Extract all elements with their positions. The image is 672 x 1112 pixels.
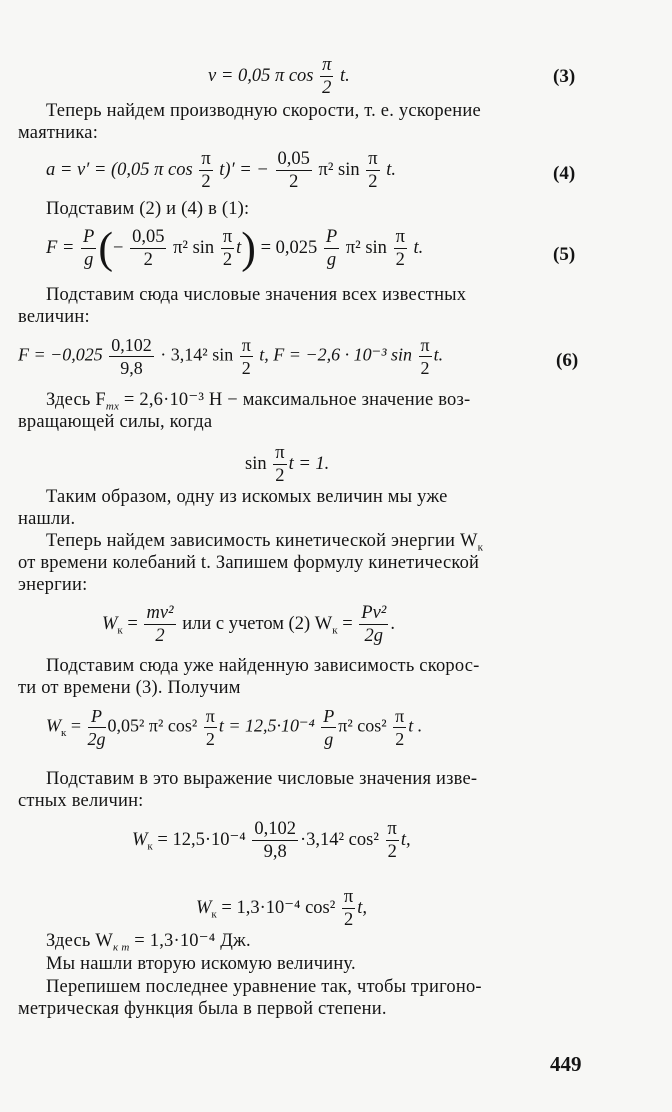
paragraph-line: от времени колебаний t. Запишем формулу кинетической [18,553,480,573]
equation-5: F = $\frac{P}{g}$ (− $\frac{0,05}{2}$ π² sin $\frac{\pi}{2}$ t) = 0,025 $\frac{P}{g}$ π² sin $\frac{\pi}{2}$ t. [46,223,424,273]
eq3-lhs: v = 0,05 π cos [208,65,314,86]
equation-4: a = v′ = (0,05 π cos $\frac{\pi}{2}$ t)′ = − $\frac{0,05}{2}$ π² sin $\frac{\pi}{2}$ t. [46,149,396,192]
paragraph-line: Подставим в это выражение числовые значения изве- [46,769,478,789]
paragraph-line: ти от времени (3). Получим [18,678,241,698]
paragraph-line: Подставим сюда уже найденную зависимость скорос- [46,656,480,676]
paragraph-line: нашли. [18,509,76,529]
paragraph-line: вращающей силы, когда [18,412,213,432]
equation-6: F = −0,025 $\frac{0,102}{9,8}$ · 3,14² sin $\frac{\pi}{2}$ t, F = −2,6 · 10⁻³ sin $\frac{\pi}{2}$ t. [18,335,444,378]
paragraph-line: Подставим (2) и (4) в (1): [46,199,250,219]
equation-sin-condition: sin $\frac{\pi}{2}$ t = 1. [245,443,330,486]
equation-numeric-substitution: $W_к = 12,5\cdot 10^{-4}$ $\frac{0,102}{9,8}$ ·3,14² cos² $\frac{\pi}{2}$ t, [132,819,411,862]
paragraph-line: Теперь найдем зависимость кинетической энергии $W_к$ [46,531,484,554]
paragraph-line: величин: [18,307,90,327]
paragraph-line: стных величин: [18,791,144,811]
paragraph-line: Здесь $W_{к m} = 1,3\cdot 10^{-4}$ Дж. [46,931,251,954]
eq3-fraction: $\frac{\pi}{2}$ [322,55,332,98]
page-number: 449 [550,1052,582,1076]
equation-3 [208,54,350,99]
paragraph-line: метрическая функция была в первой степени. [18,999,387,1019]
equation-kinetic-energy: $W_к$ = $\frac{\text{mv²}}{2}$ или с учетом (2) $W_к$ = $\frac{\text{Pv²}}{2g}$ . [102,603,395,646]
equation-number-4: (4) [553,163,576,184]
equation-number-5: (5) [553,244,576,265]
equation-final-kinetic: $W_к = 1,3\cdot 10^{-4}$ cos² $\frac{\pi}{2}$ t, [196,887,368,930]
equation-number-3: (3) [553,66,576,87]
eq3-rhs: t. [340,65,350,86]
paragraph-line: Перепишем последнее уравнение так, чтобы тригоно- [46,977,482,997]
equation-kinetic-energy-expanded: $W_к$ = $\frac{P}{2g}$ 0,05² π² cos² $\frac{\pi}{2}$ t = 12,5·10⁻⁴ $\frac{P}{g}$ π² cos² $\frac{\pi}{2}$ t . [46,706,423,749]
paragraph-line: маятника: [18,123,99,143]
paragraph-line: Подставим сюда числовые значения всех известных [46,285,467,305]
equation-number-6: (6) [556,350,579,371]
paragraph-line: энергии: [18,575,88,595]
paragraph-line: Здесь $F_{mx} = 2,6\cdot 10^{-3}$ H − максимальное значение воз- [46,390,471,413]
paragraph-line: Теперь найдем производную скорости, т. е. ускорение [46,101,481,121]
paragraph-line: Таким образом, одну из искомых величин мы уже [46,487,448,507]
paragraph-line: Мы нашли вторую искомую величину. [46,954,356,974]
